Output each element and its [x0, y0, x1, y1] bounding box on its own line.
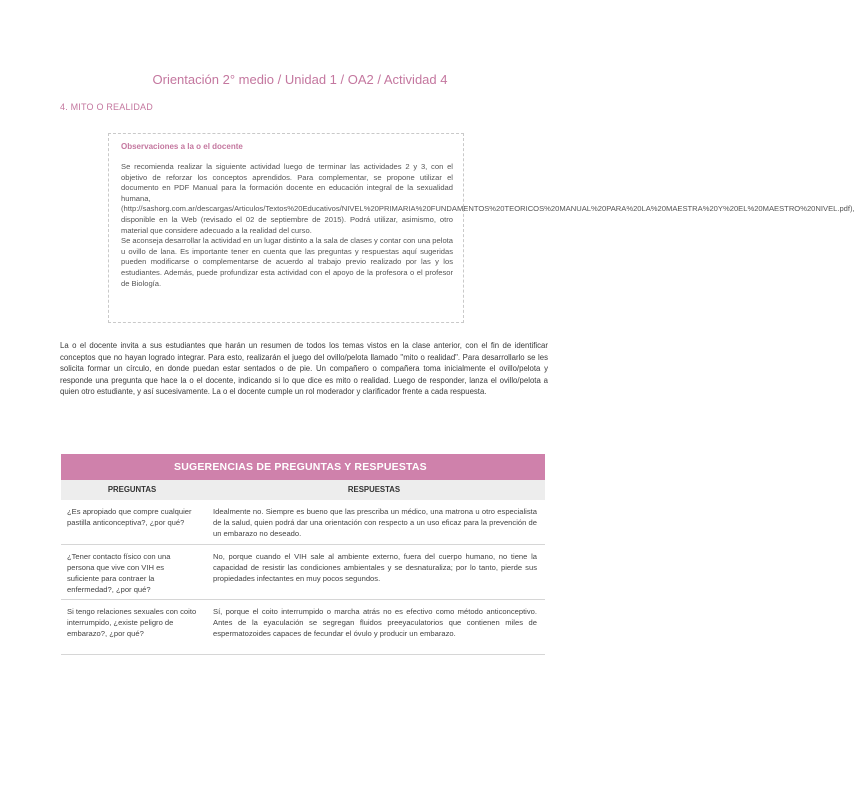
table-banner: SUGERENCIAS DE PREGUNTAS Y RESPUESTAS	[61, 454, 545, 480]
answer-cell: Idealmente no. Siempre es bueno que las prescriba un médico, una matrona u otro especialista de la salud, quien podrá dar una orientación con respecto a un uso eficaz para la prevención de un embarazo no deseado.	[213, 507, 537, 538]
teacher-notes-box	[108, 133, 855, 323]
column-header-questions: PREGUNTAS	[107, 485, 157, 494]
table-row	[61, 500, 545, 545]
table-row	[61, 545, 545, 600]
teacher-notes-title: Observaciones a la o el docente	[121, 142, 243, 151]
teacher-notes-body	[121, 162, 855, 289]
question-cell: Si tengo relaciones sexuales con coito interrumpido, ¿existe peligro de embarazo?, ¿por qué?	[67, 607, 197, 638]
page-title: Orientación 2° medio / Unidad 1 / OA2 / Actividad 4	[152, 72, 448, 87]
question-cell: ¿Es apropiado que compre cualquier pastilla anticonceptiva?, ¿por qué?	[67, 507, 192, 527]
answer-cell: No, porque cuando el VIH sale al ambiente externo, fuera del cuerpo humano, no tiene la capacidad de resistir las condiciones ambientales y se desnaturaliza; por lo tanto, pierde sus propiedades infectantes en muy pocos segundos.	[213, 552, 537, 583]
column-header-answers: RESPUESTAS	[347, 485, 401, 494]
teacher-notes-paragraph-1: Se recomienda realizar la siguiente actividad luego de terminar las actividades 2 y 3, con el objetivo de reforzar los conceptos aprendidos. Para complementar, se propone utilizar el documento en PDF Manual para la formación docente en educación integral de la sexualidad humana, (http://sashorg.com.ar/descargas/Articulos/Textos%20Educativos/NIVEL%20PRIMARIA%20FUNDAMENTOS%20TEORICOS%20MANUAL%20PARA%20LA%20MAESTRA%20Y%20EL%20MAESTRO%20NIVEL.pdf), disponible en la Web (revisado el 02 de septiembre de 2015). Podrá utilizar, asimismo, otro material que considere adecuado a la realidad del curso.	[121, 162, 855, 235]
table-row	[61, 600, 545, 655]
teacher-notes-paragraph-2: Se aconseja desarrollar la actividad en un lugar distinto a la sala de clases y contar con una pelota u ovillo de lana. Es importante tener en cuenta que las preguntas y respuestas aquí sugeridas pueden modificarse o complementarse de acuerdo al trabajo previo realizado por las y los estudiantes. Además, puede profundizar esta actividad con el apoyo de la profesora o el profesor de Biología.	[121, 236, 453, 288]
question-cell: ¿Tener contacto físico con una persona que vive con VIH es suficiente para contraer la enfermedad?, ¿por qué?	[67, 552, 171, 594]
section-heading: 4. MITO O REALIDAD	[60, 102, 153, 112]
answer-cell: Sí, porque el coito interrumpido o marcha atrás no es efectivo como método anticonceptivo. Antes de la eyaculación se segregan fluidos preeyaculatorios que contienen miles de espermatozoides capaces de fecundar el óvulo y producir un embarazo.	[213, 607, 537, 638]
suggestions-table	[61, 454, 545, 655]
intro-paragraph: La o el docente invita a sus estudiantes que harán un resumen de todos los temas vistos en la clase anterior, con el fin de identificar conceptos que no hayan logrado integrar. Para esto, realizarán el juego del ovillo/pelota llamado "mito o realidad". Para desarrollarlo se les solicita formar un círculo, en donde puedan estar sentados o de pie. Un compañero o compañera toma inicialmente el ovillo/pelota y responde una pregunta que hace la o el docente, indicando si lo que dice es mito o realidad. Luego de responder, lanza el ovillo/pelota a quien otro estudiante, y así sucesivamente. La o el docente cumple un rol moderador y clarificador frente a cada respuesta.	[60, 341, 548, 397]
table-header-row	[61, 480, 545, 500]
